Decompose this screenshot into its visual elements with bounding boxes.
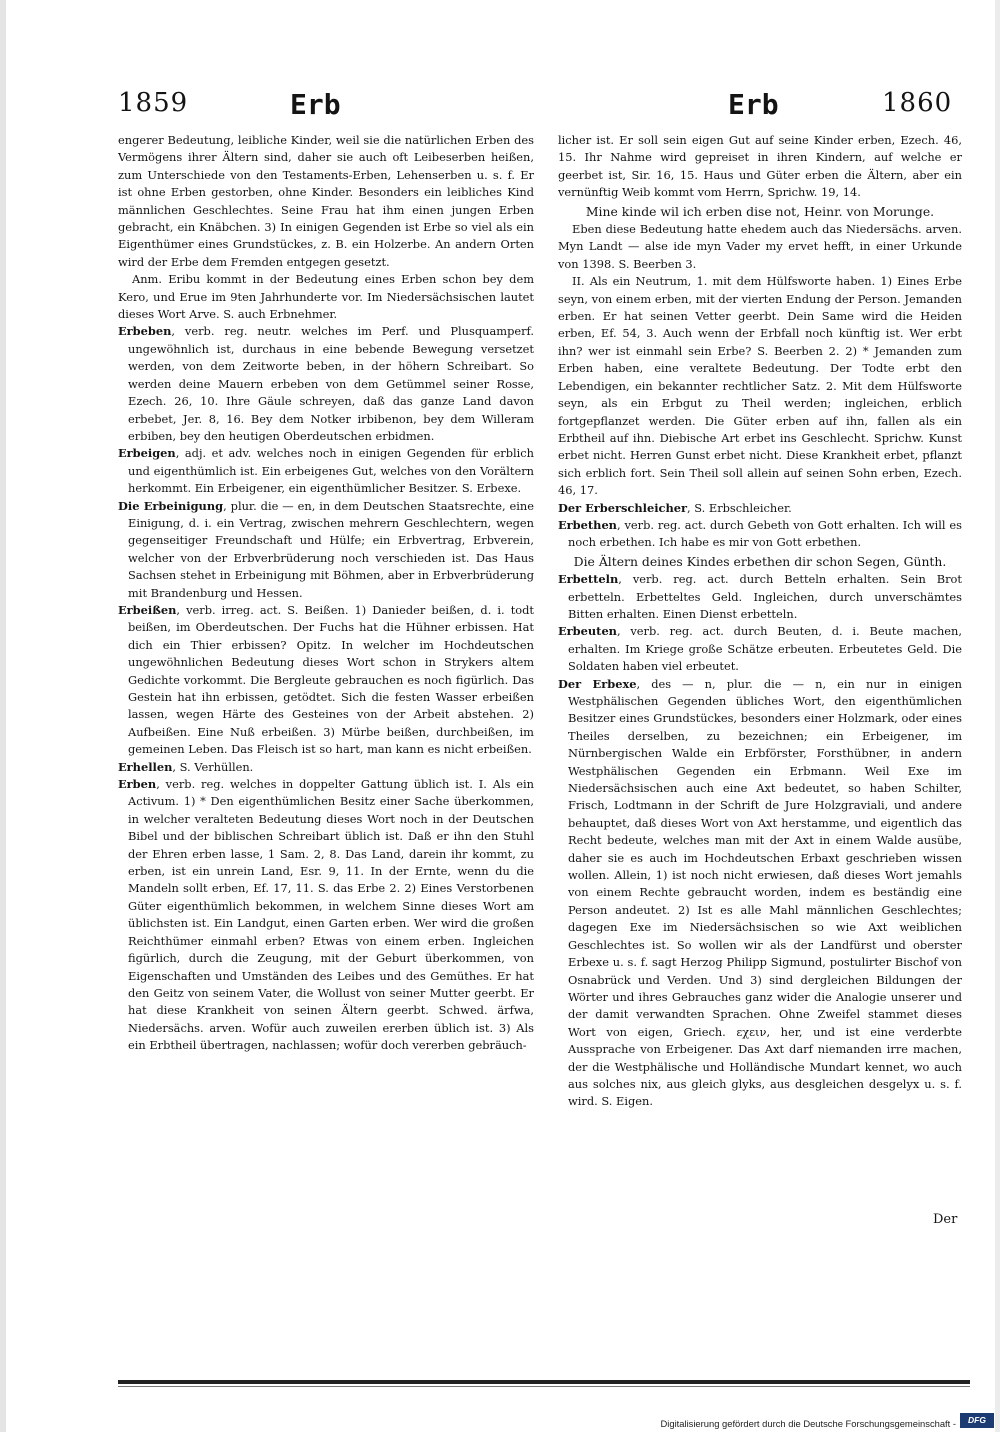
funding-note: Digitalisierung gefördert durch die Deutsche Forschungsgemeinschaft - xyxy=(660,1418,956,1429)
entry-text: , verb. reg. act. durch Beuten, d. i. Beute machen, erhalten. Im Kriege große Schätze erbeuten. Erbeutetes Geld. Die Soldaten haben viel erbeutet. xyxy=(568,624,962,674)
entry-text: , S. Erbschleicher. xyxy=(687,500,792,515)
right-column xyxy=(558,132,962,1111)
entry-lemma: Der Erbexe xyxy=(558,676,637,691)
entry-text: , verb. reg. act. durch Gebeth von Gott erhalten. Ich will es noch erbethen. Ich habe es mir von Gott erbethen. xyxy=(568,517,962,550)
dictionary-entry xyxy=(558,676,962,1111)
dictionary-entry xyxy=(118,602,534,759)
entry-lemma: Der Erberschleicher xyxy=(558,500,687,515)
running-head-left: Erb xyxy=(290,88,341,121)
scan-edge-left xyxy=(0,0,6,1432)
dictionary-entry xyxy=(558,571,962,623)
dictionary-entry xyxy=(118,498,534,602)
entry-lemma: Erbeißen xyxy=(118,602,177,617)
entry-text: , verb. reg. welches in doppelter Gattung üblich ist. I. Als ein Activum. 1) * Den eigenthümlichen Besitz einer Sache überkommen, in welcher veralteten Bedeutung dieses Wort noch in der Deutschen Bibel und der biblischen Schreibart üblich ist. Daß er ihn den Stuhl der Ehren erben lasse, 1 Sam. 2, 8. Das Land, darein ihr kommt, zu erben, ist ein unrein Land, Esr. 9, 11. In der Ernte, wenn du die Mandeln sollt erben, Ef. 17, 11. S. das Erbe 2. 2) Eines Verstorbenen Güter eigenthümlich bekommen, in welchem Sinne dieses Wort am üblichsten ist. Ein Landgut, einen Garten erben. Wer wird die großen Reichthümer einmahl erben? Etwas von einem erben. Ingleichen figürlich, durch die Zeugung, mit der Geburt überkommen, von Eigenschaften und Umständen des Leibes und des Gemüthes. Er hat den Geitz von seinem Vater, die Wollust von seiner Mutter geerbt. Er hat diese Krankheit von seinen Ältern geerbt. Schwed. ärfwa, Niedersächs. arven. Wofür auch zuweilen ererben üblich ist. 3) Als ein Erbtheil übertragen, nachlassen; wofür doch vererben gebräuch- xyxy=(128,777,534,1053)
dictionary-entry xyxy=(118,776,534,1055)
dictionary-entry xyxy=(558,517,962,552)
dictionary-entry xyxy=(118,445,534,497)
entry-text: , adj. et adv. welches noch in einigen Gegenden für erblich und eigenthümlich ist. Ein erbeigenes Gut, welches von den Vorältern herkommt. Ein Erbeigener, ein eigenthümlicher Besitzer. S. Erbexe. xyxy=(128,446,534,496)
annotation-paragraph: Eben diese Bedeutung hatte ehedem auch das Niedersächs. arven. Myn Landt — alse ide myn Vader my ervet hefft, in einer Urkunde von 1398. S. Beerben 3. xyxy=(558,222,962,271)
page-number-right: 1860 xyxy=(882,88,953,118)
entry-lemma: Erben xyxy=(118,777,157,792)
page-number-left: 1859 xyxy=(118,88,189,118)
left-column xyxy=(118,132,534,1055)
entry-text: , verb. irreg. act. S. Beißen. 1) Danieder beißen, d. i. todt beißen, im Oberdeutschen. Der Fuchs hat die Hühner erbissen. Hat dich ein Thier erbissen? Opitz. In welcher im Hochdeutschen ungewöhnlichen Bedeutung dieses Wort schon in Strykers altem Gedichte vorkommt. Die Bergleute gebrauchen es noch figürlich. Das Gestein hat ihn erbissen, getödtet. Sich die festen Wasser erbeißen lassen, wegen Härte des Gesteines von der Arbeit abstehen. 2) Aufbeißen. Eine Nuß erbeißen. 3) Mürbe beißen, durchbeißen, im gemeinen Leben. Das Fleisch ist so hart, man kann es nicht erbeißen. xyxy=(128,602,534,757)
continued-text: licher ist. Er soll sein eigen Gut auf seine Kinder erben, Ezech. 46, 15. Ihr Nahme wird gepreiset in ihren Kindern, auf welche er geerbet ist, Sir. 16, 15. Haus und Güter erben die Ältern, aber ein vernünftig Weib kommt vom Herrn, Sprichw. 19, 14. xyxy=(558,133,962,200)
annotation-paragraph: II. Als ein Neutrum, 1. mit dem Hülfsworte haben. 1) Eines Erbe seyn, von einem erben, mit der vierten Endung der Person. Jemanden erben. Er hat seinen Vetter geerbt. Dein Same wird die Heiden erben, Ef. 54, 3. Auch wenn der Erbfall noch künftig ist. Wer erbt ihn? wer ist einmahl sein Erbe? S. Beerben 2. 2) * Jemanden zum Erben haben, eine veraltete Bedeutung. Der Todte erbt den Lebendigen, ein bekannter rechtlicher Satz. 2. Mit dem Hülfsworte seyn, als ein Erbgut zu Theil werden; ingleichen, erblich fortgepflanzet werden. Die Güter erben auf ihn, fallen als ein Erbtheil auf ihn. Diebische Art erbet ins Geschlecht. Sprichw. Kunst erbet nicht. Herren Gunst erbet nicht. Diese Krankheit erbet, pflanzt sich erblich fort. Sein Theil soll allein auf seinen Sohn erben, Ezech. 46, 17. xyxy=(558,274,962,498)
entry-lemma: Erbetteln xyxy=(558,572,619,587)
dictionary-entry xyxy=(118,759,534,776)
scan-edge-right xyxy=(995,0,1000,1432)
entry-text: , S. Verhüllen. xyxy=(172,759,254,774)
bottom-rule-thin xyxy=(118,1386,970,1387)
verse-quote: Die Ältern deines Kindes erbethen dir schon Segen, Günth. xyxy=(573,553,947,569)
dfg-logo: DFG xyxy=(960,1413,994,1428)
annotation-paragraph: Anm. Eribu kommt in der Bedeutung eines Erben schon bey dem Kero, und Erue im 9ten Jahrhunderte vor. Im Niedersächsischen lautet dieses Wort Arve. S. auch Erbnehmer. xyxy=(118,272,534,322)
continued-text: engerer Bedeutung, leibliche Kinder, weil sie die natürlichen Erben des Vermögens ihrer Ältern sind, daher sie auch oft Leibeserben heißen, zum Unterschiede von den Testaments-Erben, Lehenserben u. s. f. Er ist ohne Erben gestorben, ohne Kinder. Besonders ein leibliches Kind männlichen Geschlechtes. Seine Frau hat ihm einen jungen Erben gebracht, ein Knäbchen. 3) In einigen Gegenden ist Erbe so viel als ein Eigenthümer eines Grundstückes, z. B. ein Holzerbe. An andern Orten wird der Erbe dem Fremden entgegen gesetzt. xyxy=(118,133,534,269)
entry-lemma: Die Erbeinigung xyxy=(118,498,224,513)
dictionary-entry xyxy=(118,323,534,445)
entry-text: , verb. reg. act. durch Betteln erhalten. Sein Brot erbetteln. Erbetteltes Geld. Ingleichen, durch unverschämtes Bitten erhalten. Einen Dienst erbetteln. xyxy=(568,572,962,621)
entry-text: , verb. reg. neutr. welches im Perf. und Plusquamperf. ungewöhnlich ist, durchaus in eine bebende Bewegung versetzet werden, von dem Zeitworte beben, in der höhern Schreibart. So werden deine Mauern erbeben von dem Getümmel seiner Rosse, Ezech. 26, 10. Ihre Gäule schreyen, daß das ganze Land davon erbebet, Jer. 8, 16. Bey dem Notker irbibenon, bey dem Willeram erbiben, bey den heutigen Oberdeutschen erbidmen. xyxy=(128,324,534,443)
verse-quote: Mine kinde wil ich erben dise not, Heinr. von Morunge. xyxy=(585,203,935,219)
catchword: Der xyxy=(933,1212,958,1227)
entry-text: , des — n, plur. die — n, ein nur in einigen Westphälischen Gegenden übliches Wort, den eigenthümlichen Besitzer eines Grundstückes, besonders einer Holzmark, oder eines Theiles derselben, zu bezeichnen; ein Erbeigener, im Nürnbergischen Walde ein Erbförster, Forsthübner, in andern Westphälischen Gegenden ein Erbmann. Weil Exe im Niedersächsischen auch eine Axt bedeutet, so haben Schilter, Frisch, Lodtmann in der Schrift de Jure Holzgraviali, und andere behauptet, daß dieses Wort von Axt herstamme, und eigentlich das Recht bedeute, welches man mit der Axt in einem Walde ausübe, daher sie es auch im Hochdeutschen Erbaxt geschrieben wissen wollen. Allein, 1) ist noch nicht erwiesen, daß dieses Wort jemahls von einem Rechte gebraucht worden, indem es beständig eine Person andeutet. 2) Ist es alle Mahl männlichen Geschlechtes; dagegen Exe im Niedersächsischen so wie Axt weiblichen Geschlechtes ist. So wollen wir als der Landfürst und oberster Erbexe u. s. f. sagt Herzog Philipp Sigmund, postulirter Bischof von Osnabrück und Verden. Und 3) sind dergleichen Bildungen der Wörter und ihres Gebrauches ganz wider die Analogie unserer und der damit verwandten Sprachen. Ohne Zweifel stammet dieses Wort von eigen, Griech. εχειν, her, und ist eine verderbte Aussprache von Erbeigener. Das Axt darf niemanden irre machen, der die Westphälische und Holländische Mundart kennet, wo auch aus solches nix, aus gleich glyks, aus desgleichen desgelyx u. s. f. wird. S. Eigen. xyxy=(568,676,962,1109)
entry-lemma: Erbethen xyxy=(558,517,617,532)
running-head-right: Erb xyxy=(728,88,779,121)
dictionary-entry xyxy=(558,500,962,517)
entry-lemma: Erbeben xyxy=(118,324,172,339)
dictionary-entry xyxy=(558,623,962,675)
entry-lemma: Erbeigen xyxy=(118,446,176,461)
bottom-rule xyxy=(118,1380,970,1384)
entry-lemma: Erhellen xyxy=(118,759,173,774)
entry-text: , plur. die — en, in dem Deutschen Staatsrechte, eine Einigung, d. i. ein Vertrag, zwischen mehrern Geschlechtern, wegen gegenseitiger Freundschaft und Hülfe; ein Erbvertrag, Erbverein, welcher von der Erbverbrüderung noch verschieden ist. Das Haus Sachsen stehet in Erbeinigung mit Böhmen, aber in Erbverbrüderung mit Brandenburg und Hessen. xyxy=(128,498,534,600)
entry-lemma: Erbeuten xyxy=(558,624,617,639)
